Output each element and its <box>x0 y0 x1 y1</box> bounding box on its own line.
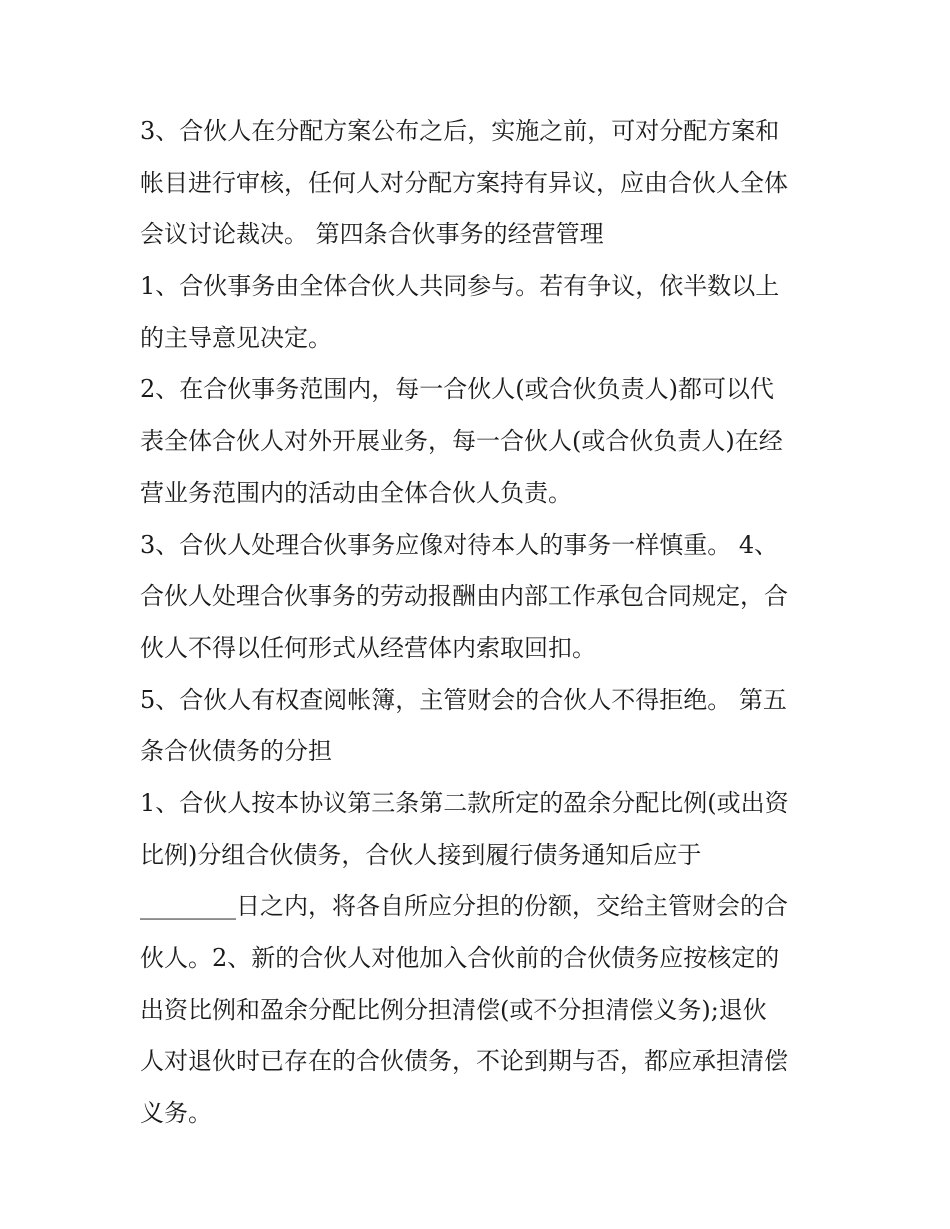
text-line-8: 营业务范围内的活动由全体合伙人负责。 <box>140 478 572 507</box>
text-line-10: 合伙人处理合伙事务的劳动报酬由内部工作承包合同规定，合 <box>140 582 788 611</box>
text-line-5: 的主导意见决定。 <box>140 323 332 352</box>
text-line-1: 3、合伙人在分配方案公布之后，实施之前，可对分配方案和 <box>140 117 780 145</box>
text-line-13: 条合伙债务的分担 <box>140 737 332 766</box>
text-line-11: 伙人不得以任何形式从经营体内索取回扣。 <box>140 633 596 662</box>
text-line-12: 5、合伙人有权查阅帐簿，主管财会的合伙人不得拒绝。 第五 <box>140 685 787 714</box>
text-line-2: 帐目进行审核，任何人对分配方案持有异议，应由合伙人全体 <box>140 168 788 197</box>
text-line-18: 出资比例和盈余分配比例分担清偿(或不分担清偿义务);退伙 <box>140 995 767 1024</box>
text-line-20: 义务。 <box>140 1099 212 1128</box>
text-line-7: 表全体合伙人对外开展业务，每一合伙人(或合伙负责人)在经 <box>140 427 783 456</box>
text-line-17: 伙人。2、新的合伙人对他加入合伙前的合伙债务应按核定的 <box>140 944 780 972</box>
text-line-16: ________日之内，将各自所应分担的份额，交给主管财会的合 <box>140 892 788 921</box>
text-line-15: 比例)分组合伙债务，合伙人接到履行债务通知后应于 <box>140 840 702 869</box>
text-line-4: 1、合伙事务由全体合伙人共同参与。若有争议，依半数以上 <box>140 272 780 301</box>
document-body <box>140 106 830 1140</box>
text-line-9: 3、合伙人处理合伙事务应像对待本人的事务一样慎重。 4、 <box>140 530 779 559</box>
text-line-19: 人对退伙时已存在的合伙债务，不论到期与否，都应承担清偿 <box>140 1047 788 1076</box>
text-line-3: 会议讨论裁决。 第四条合伙事务的经营管理 <box>140 220 604 249</box>
text-line-6: 2、在合伙事务范围内，每一合伙人(或合伙负责人)都可以代 <box>140 375 774 404</box>
text-line-14: 1、合伙人按本协议第三条第二款所定的盈余分配比例(或出资 <box>140 788 789 817</box>
